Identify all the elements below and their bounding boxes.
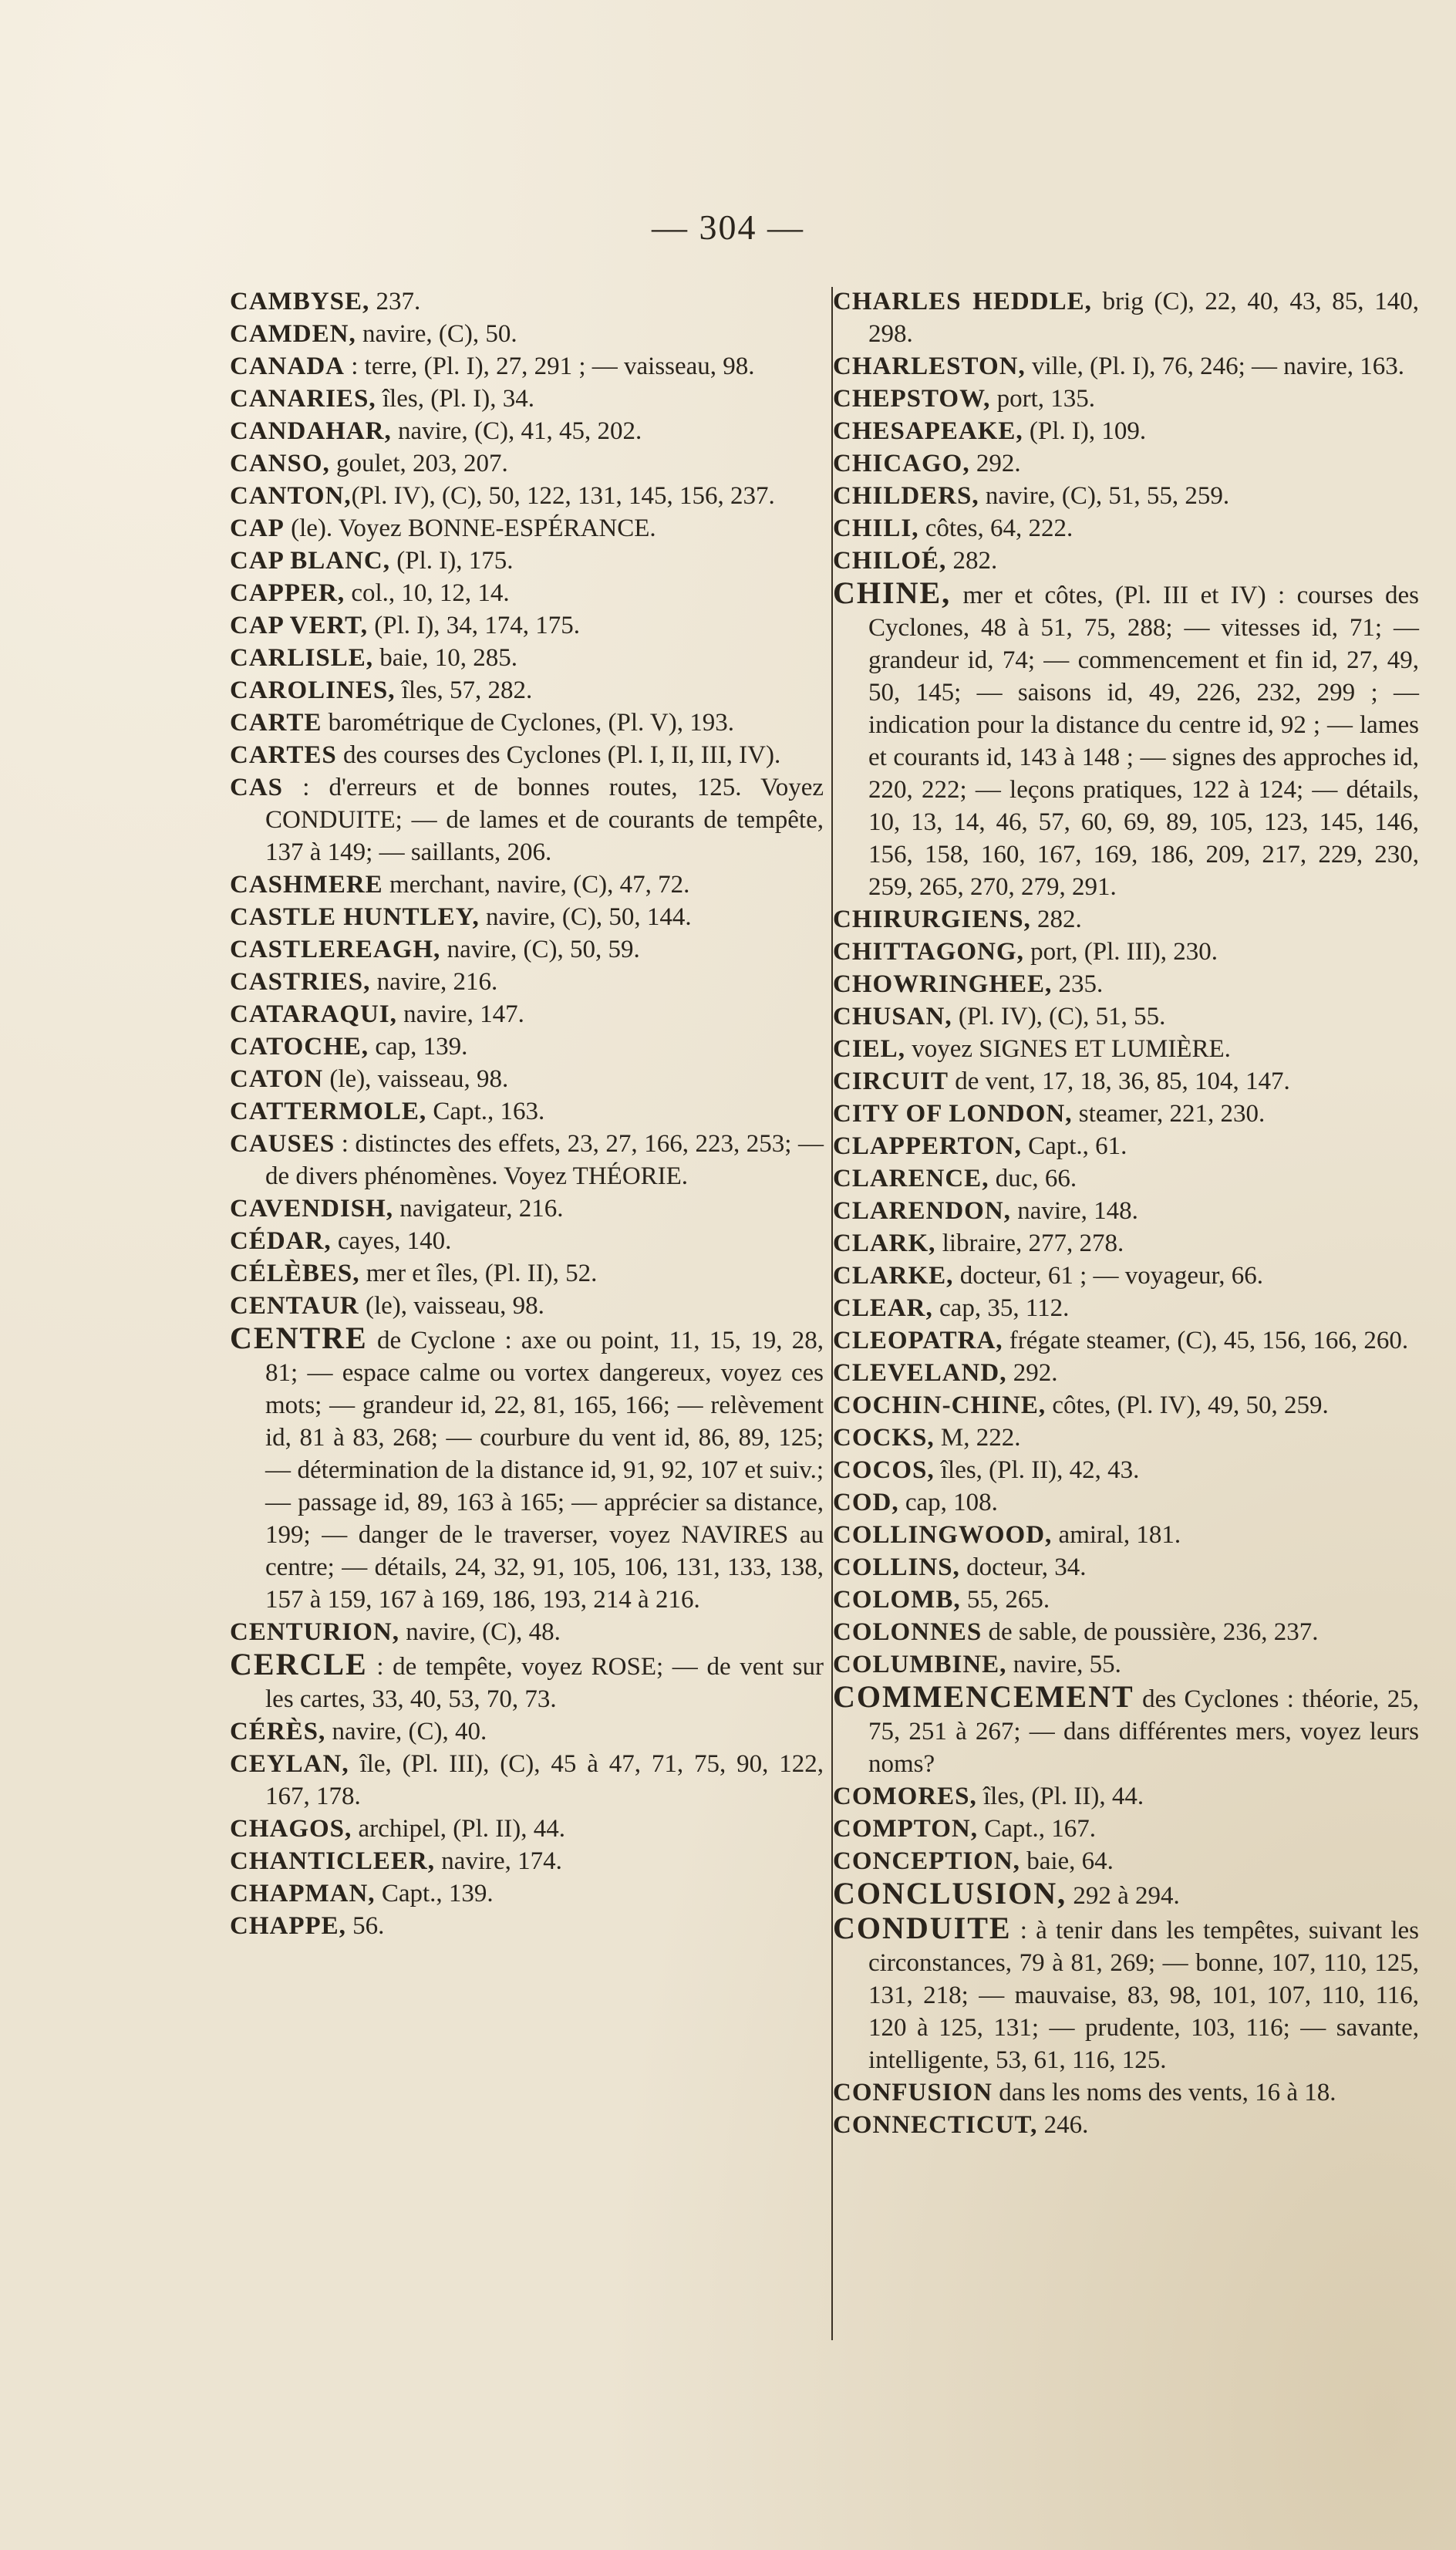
entry-headword: CAROLINES, [230, 676, 396, 704]
index-entry [230, 609, 824, 642]
entry-headword: CLARENCE, [833, 1165, 989, 1192]
entry-references: navire, 147. [396, 1000, 524, 1028]
index-entry [230, 933, 824, 966]
index-entry [833, 1454, 1419, 1486]
entry-headword: CIEL, [833, 1035, 905, 1063]
index-entry [833, 1098, 1419, 1130]
entry-headword: CLARENDON, [833, 1197, 1011, 1225]
index-entry [833, 383, 1419, 415]
entry-references: îles, (Pl. II), 44. [976, 1783, 1144, 1810]
index-entry [230, 1715, 824, 1748]
index-entry [833, 968, 1419, 1000]
index-entry [230, 869, 824, 901]
entry-references: Capt., 167. [977, 1815, 1097, 1843]
entry-references: Capt., 61. [1021, 1132, 1127, 1160]
index-entry [230, 707, 824, 739]
entry-headword: CIRCUIT [833, 1068, 949, 1095]
index-entry [230, 674, 824, 707]
entry-references: des Cyclones : théorie, 25, 75, 251 à 267; — dans différentes mers, voyez leurs noms? [868, 1685, 1419, 1778]
index-entry [833, 1813, 1419, 1845]
entry-headword: CANADA [230, 352, 345, 380]
entry-headword: CHINE, [833, 575, 952, 610]
entry-headword: CENTRE [230, 1321, 368, 1355]
entry-headword: CONNECTICUT, [833, 2111, 1038, 2139]
index-entry [230, 901, 824, 933]
index-entry [230, 1257, 824, 1290]
index-column-left [230, 285, 824, 1942]
index-entry [833, 1227, 1419, 1260]
index-entry [230, 383, 824, 415]
index-entry [833, 1130, 1419, 1162]
index-entry [833, 1486, 1419, 1519]
index-entry [833, 285, 1419, 350]
entry-references: navire, (C), 50. [356, 320, 517, 348]
entry-headword: CHARLES HEDDLE, [833, 288, 1092, 315]
entry-headword: CENTURION, [230, 1618, 399, 1646]
entry-headword: CHESAPEAKE, [833, 417, 1023, 445]
index-entry [833, 1584, 1419, 1616]
entry-headword: CÉRÈS, [230, 1718, 326, 1746]
entry-references: île, (Pl. III), (C), 45 à 47, 71, 75, 90, 122, 167, 178. [265, 1750, 824, 1810]
entry-headword: CASHMERE [230, 871, 383, 899]
index-entry [230, 350, 824, 383]
entry-headword: CHEPSTOW, [833, 385, 991, 413]
index-entry [833, 1912, 1419, 2076]
index-entry [833, 1551, 1419, 1584]
entry-headword: CLEVELAND, [833, 1359, 1007, 1387]
entry-headword: CHARLESTON, [833, 352, 1026, 380]
entry-headword: CAP BLANC, [230, 547, 391, 575]
entry-references: navire, 216. [370, 968, 498, 996]
index-entry [230, 642, 824, 674]
index-entry [230, 415, 824, 447]
index-entry [833, 903, 1419, 936]
entry-headword: CLAPPERTON, [833, 1132, 1022, 1160]
entry-references: (Pl. I), 34, 174, 175. [367, 612, 580, 639]
index-entry [230, 318, 824, 350]
entry-headword: CENTAUR [230, 1292, 359, 1320]
entry-references: Capt., 139. [375, 1880, 494, 1907]
entry-references: duc, 66. [989, 1165, 1077, 1192]
entry-references: 292 à 294. [1067, 1882, 1180, 1910]
entry-references: côtes, 64, 222. [918, 514, 1073, 542]
index-entry [230, 447, 824, 480]
entry-references: (le). Voyez BONNE-ESPÉRANCE. [284, 514, 656, 542]
entry-references: navire, (C), 48. [399, 1618, 561, 1646]
entry-references: docteur, 34. [959, 1553, 1087, 1581]
entry-headword: COLUMBINE, [833, 1651, 1007, 1678]
index-entry [230, 577, 824, 609]
entry-references: col., 10, 12, 14. [345, 579, 510, 607]
index-entry [833, 1422, 1419, 1454]
entry-references: de Cyclone : axe ou point, 11, 15, 19, 28, 81; — espace calme ou vortex dangereux, voyez ces mots; — grandeur id, 22, 81, 165, 166; — relèvement id, 81 à 83, 268; — courbure du vent id, 86, 89, 125; — détermination de la distance id, 91, 92, 107 et suiv.; — passage id, 89, 163 à 165; — apprécier sa distance, 199; — danger de le traverser, voyez NAVIRES au centre; — détails, 24, 32, 91, 105, 106, 131, 133, 138, 157 à 159, 167 à 169, 186, 193, 214 à 216. [265, 1327, 824, 1614]
entry-references: : terre, (Pl. I), 27, 291 ; — vaisseau, 98. [345, 352, 755, 380]
entry-references: libraire, 277, 278. [935, 1229, 1124, 1257]
index-entry [833, 350, 1419, 383]
entry-headword: CHAPMAN, [230, 1880, 376, 1907]
entry-headword: CHILOÉ, [833, 547, 947, 575]
entry-headword: CHUSAN, [833, 1003, 952, 1030]
entry-headword: CANARIES, [230, 385, 376, 413]
entry-headword: COCOS, [833, 1456, 935, 1484]
entry-references: 282. [946, 547, 998, 575]
entry-references: docteur, 61 ; — voyageur, 66. [953, 1262, 1263, 1290]
index-entry [833, 1519, 1419, 1551]
entry-references: îles, 57, 282. [395, 676, 533, 704]
entry-headword: COLOMB, [833, 1586, 961, 1614]
entry-references: 56. [345, 1912, 385, 1940]
entry-references: merchant, navire, (C), 47, 72. [383, 871, 690, 899]
index-entry [230, 998, 824, 1030]
entry-references: brig (C), 22, 40, 43, 85, 140, 298. [868, 288, 1419, 348]
entry-headword: COMPTON, [833, 1815, 978, 1843]
entry-references: port, 135. [990, 385, 1095, 413]
entry-references: îles, (Pl. I), 34. [376, 385, 534, 413]
entry-references: navire, (C), 41, 45, 202. [391, 417, 642, 445]
entry-headword: COCKS, [833, 1424, 935, 1452]
entry-references: (le), vaisseau, 98. [359, 1292, 544, 1320]
entry-references: : de tempête, voyez ROSE; — de vent sur les cartes, 33, 40, 53, 70, 73. [265, 1653, 824, 1713]
entry-references: navire, 148. [1010, 1197, 1138, 1225]
entry-headword: CATTERMOLE, [230, 1098, 427, 1125]
entry-headword: CLARKE, [833, 1262, 954, 1290]
entry-references: : à tenir dans les tempêtes, suivant les circonstances, 79 à 81, 269; — bonne, 107, 110, 125, 131, 218; — mauvaise, 83, 98, 101, 107, 110, 116, 120 à 125, 131; — prudente, 103, 116; — savante, intelligente, 53, 61, 116, 125. [868, 1917, 1419, 2074]
entry-references: 292. [1006, 1359, 1058, 1387]
entry-references: port, (Pl. III), 230. [1023, 938, 1218, 966]
entry-headword: CLEOPATRA, [833, 1327, 1003, 1354]
entry-headword: CAPPER, [230, 579, 345, 607]
index-entry [833, 415, 1419, 447]
entry-references: navire, (C), 50, 144. [479, 903, 692, 931]
index-entry [833, 1260, 1419, 1292]
entry-references: M, 222. [934, 1424, 1021, 1452]
index-entry [230, 1648, 824, 1715]
index-entry [230, 1813, 824, 1845]
entry-references: cap, 35, 112. [932, 1294, 1070, 1322]
index-entry [230, 512, 824, 545]
entry-references: îles, (Pl. II), 42, 43. [934, 1456, 1140, 1484]
entry-headword: COMMENCEMENT [833, 1679, 1134, 1714]
entry-references: mer et îles, (Pl. II), 52. [359, 1260, 598, 1287]
entry-headword: CONFUSION [833, 2079, 993, 2106]
page-number: — 304 — [652, 207, 804, 247]
entry-references: goulet, 203, 207. [329, 450, 508, 477]
index-entry [833, 1616, 1419, 1648]
entry-references: navire, (C), 51, 55, 259. [979, 482, 1230, 510]
entry-references: baie, 64. [1020, 1847, 1114, 1875]
index-entry [833, 1292, 1419, 1324]
entry-headword: CATON [230, 1065, 324, 1093]
entry-headword: CITY OF LONDON, [833, 1100, 1073, 1128]
entry-headword: CANTON, [230, 482, 352, 510]
entry-headword: CAMBYSE, [230, 288, 370, 315]
index-entry [230, 1192, 824, 1225]
index-entry [230, 1128, 824, 1192]
index-entry [230, 545, 824, 577]
entry-headword: CERCLE [230, 1647, 368, 1681]
entry-headword: CANDAHAR, [230, 417, 392, 445]
entry-references: 282. [1030, 906, 1082, 933]
entry-headword: CARLISLE, [230, 644, 373, 672]
index-entry [230, 1063, 824, 1095]
entry-headword: CEYLAN, [230, 1750, 349, 1778]
entry-references: amiral, 181. [1052, 1521, 1181, 1549]
index-entry [833, 1845, 1419, 1877]
entry-headword: CHOWRINGHEE, [833, 970, 1053, 998]
index-entry [230, 285, 824, 318]
entry-references: barométrique de Cyclones, (Pl. V), 193. [322, 709, 734, 737]
index-entry [833, 1000, 1419, 1033]
index-column-right [833, 285, 1419, 2141]
index-entry [230, 480, 824, 512]
entry-headword: CARTE [230, 709, 322, 737]
index-entry [230, 1877, 824, 1910]
entry-headword: CASTLE HUNTLEY, [230, 903, 480, 931]
entry-references: (Pl. I), 175. [390, 547, 514, 575]
entry-headword: CASTLEREAGH, [230, 936, 441, 963]
entry-references: côtes, (Pl. IV), 49, 50, 259. [1046, 1391, 1329, 1419]
entry-references: : d'erreurs et de bonnes routes, 125. Voyez CONDUITE; — de lames et de courants de tempête, 137 à 149; — saillants, 206. [265, 774, 824, 866]
entry-references: 55, 265. [960, 1586, 1050, 1614]
entry-references: : distinctes des effets, 23, 27, 166, 223, 253; — de divers phénomènes. Voyez THÉORIE. [265, 1130, 824, 1190]
index-entry [230, 1910, 824, 1942]
entry-references: (Pl. I), 109. [1023, 417, 1147, 445]
entry-headword: CONCLUSION, [833, 1876, 1067, 1911]
entry-headword: CAP [230, 514, 285, 542]
entry-headword: CHAPPE, [230, 1912, 346, 1940]
entry-references: ville, (Pl. I), 76, 246; — navire, 163. [1025, 352, 1404, 380]
index-entry [230, 739, 824, 771]
entry-headword: CAMDEN, [230, 320, 356, 348]
entry-references: 237. [369, 288, 421, 315]
entry-references: navire, (C), 40. [325, 1718, 487, 1746]
entry-headword: CÉLÈBES, [230, 1260, 360, 1287]
entry-references: steamer, 221, 230. [1072, 1100, 1266, 1128]
entry-references: mer et côtes, (Pl. III et IV) : courses des Cyclones, 48 à 51, 75, 288; — vitesses id, 71; — grandeur id, 74; — commencement et fin id, 27, 49, 50, 145; — saisons id, 49, 226, 232, 299 ; — indication pour la distance du centre id, 92 ; — lames et courants id, 143 à 148 ; — signes des approches id, 220, 222; — leçons pratiques, 122 à 124; — détails, 10, 13, 14, 46, 57, 60, 69, 89, 105, 123, 145, 146, 156, 158, 160, 167, 169, 186, 209, 217, 229, 230, 259, 265, 270, 279, 291. [868, 582, 1419, 901]
index-entry [833, 1065, 1419, 1098]
entry-references: 292. [969, 450, 1021, 477]
entry-headword: COLLINS, [833, 1553, 960, 1581]
index-entry [230, 1748, 824, 1813]
entry-headword: COD, [833, 1489, 899, 1516]
entry-headword: CAP VERT, [230, 612, 368, 639]
entry-headword: CAS [230, 774, 284, 801]
entry-references: (Pl. IV), (C), 51, 55. [952, 1003, 1166, 1030]
entry-references: de vent, 17, 18, 36, 85, 104, 147. [949, 1068, 1290, 1095]
entry-headword: CLEAR, [833, 1294, 933, 1322]
entry-references: des courses des Cyclones (Pl. I, II, III, IV). [336, 741, 781, 769]
index-entry [833, 1648, 1419, 1681]
entry-headword: CHANTICLEER, [230, 1847, 435, 1875]
entry-references: navire, 174. [434, 1847, 562, 1875]
entry-references: navigateur, 216. [393, 1195, 564, 1223]
entry-references: (Pl. IV), (C), 50, 122, 131, 145, 156, 237. [351, 482, 775, 510]
entry-headword: CATARAQUI, [230, 1000, 397, 1028]
index-entry [833, 1324, 1419, 1357]
index-entry [230, 1845, 824, 1877]
entry-headword: COLLINGWOOD, [833, 1521, 1053, 1549]
entry-references: cayes, 140. [331, 1227, 452, 1255]
index-entry [230, 1616, 824, 1648]
entry-headword: CONCEPTION, [833, 1847, 1020, 1875]
index-entry [230, 771, 824, 869]
index-entry [230, 966, 824, 998]
index-entry [230, 1030, 824, 1063]
index-entry [833, 1681, 1419, 1780]
index-entry [833, 1195, 1419, 1227]
index-entry [230, 1225, 824, 1257]
index-entry [833, 2076, 1419, 2109]
entry-references: de sable, de poussière, 236, 237. [982, 1618, 1319, 1646]
index-entry [833, 577, 1419, 903]
entry-references: (le), vaisseau, 98. [323, 1065, 509, 1093]
entry-references: cap, 108. [898, 1489, 998, 1516]
entry-headword: CHICAGO, [833, 450, 970, 477]
entry-headword: CASTRIES, [230, 968, 371, 996]
entry-references: Capt., 163. [426, 1098, 545, 1125]
index-entry [833, 512, 1419, 545]
entry-references: navire, (C), 50, 59. [440, 936, 640, 963]
entry-references: voyez SIGNES ET LUMIÈRE. [905, 1035, 1231, 1063]
index-entry [230, 1290, 824, 1322]
index-entry [833, 1357, 1419, 1389]
entry-references: 246. [1037, 2111, 1089, 2139]
entry-headword: COCHIN-CHINE, [833, 1391, 1046, 1419]
entry-headword: CHITTAGONG, [833, 938, 1024, 966]
index-entry [230, 1095, 824, 1128]
index-entry [833, 1389, 1419, 1422]
index-entry [833, 1780, 1419, 1813]
entry-headword: CATOCHE, [230, 1033, 369, 1061]
entry-headword: CAVENDISH, [230, 1195, 394, 1223]
entry-references: cap, 139. [369, 1033, 468, 1061]
entry-headword: CHILI, [833, 514, 919, 542]
entry-references: 235. [1052, 970, 1104, 998]
index-entry [833, 2109, 1419, 2141]
entry-headword: CANSO, [230, 450, 330, 477]
entry-headword: CAUSES [230, 1130, 335, 1158]
entry-headword: CHIRURGIENS, [833, 906, 1031, 933]
entry-headword: CÉDAR, [230, 1227, 332, 1255]
entry-references: baie, 10, 285. [372, 644, 517, 672]
index-entry [833, 447, 1419, 480]
index-entry [230, 1322, 824, 1616]
index-entry [833, 1162, 1419, 1195]
entry-references: navire, 55. [1006, 1651, 1121, 1678]
index-entry [833, 936, 1419, 968]
entry-headword: CONDUITE [833, 1911, 1012, 1945]
entry-headword: CHILDERS, [833, 482, 979, 510]
index-entry [833, 1877, 1419, 1912]
entry-headword: CHAGOS, [230, 1815, 352, 1843]
entry-headword: CARTES [230, 741, 337, 769]
entry-headword: COLONNES [833, 1618, 982, 1646]
entry-references: archipel, (Pl. II), 44. [352, 1815, 566, 1843]
index-entry [833, 545, 1419, 577]
entry-references: dans les noms des vents, 16 à 18. [993, 2079, 1336, 2106]
entry-headword: CLARK, [833, 1229, 936, 1257]
entry-references: frégate steamer, (C), 45, 156, 166, 260. [1003, 1327, 1409, 1354]
entry-headword: COMORES, [833, 1783, 977, 1810]
index-entry [833, 480, 1419, 512]
index-entry [833, 1033, 1419, 1065]
